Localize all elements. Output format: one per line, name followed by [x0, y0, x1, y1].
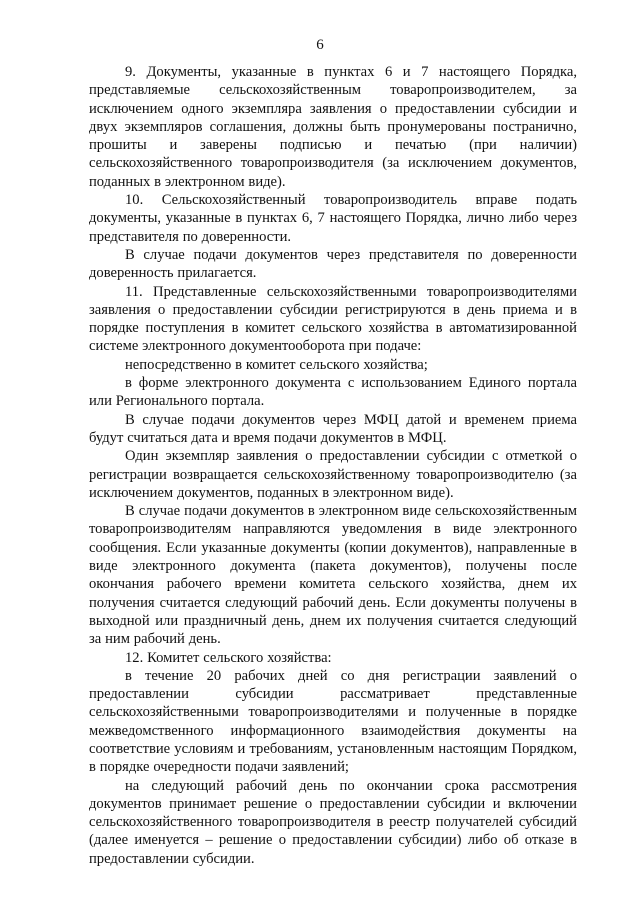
paragraph-registration-copy: Один экземпляр заявления о предоставлении субсидии с отметкой о регистрации возвращается сельскохозяйственному товаропроизводителю (за исключением документов, поданных в электронном виде).: [89, 448, 577, 501]
paragraph-12: 12. Комитет сельского хозяйства:: [125, 649, 332, 666]
paragraph-direct-submission: непосредственно в комитет сельского хозяйства;: [125, 356, 428, 373]
page-number: 6: [316, 37, 324, 53]
paragraph-decision: на следующий рабочий день по окончании срока рассмотрения документов принимает решение о предоставлении субсидии и включении сельскохозяйственного товаропроизводителя в реестр получателей субсидий (далее именуется – решение о предоставлении субсидии) либо об отказе в предоставлении субсидии.: [89, 777, 577, 867]
paragraph-11: 11. Представленные сельскохозяйственными товаропроизводителями заявления о предоставлении субсидии регистрируются в день приема и в порядке поступления в комитет сельского хозяйства в автоматизированной системе электронного документооборота при подаче:: [89, 283, 577, 355]
paragraph-9: 9. Документы, указанные в пунктах 6 и 7 настоящего Порядка, представляемые сельскохозяйственным товаропроизводителем, за исключением одного экземпляра заявления о предоставлении субсидии и двух экземпляров соглашения, должны быть пронумерованы постранично, прошиты и заверены подписью и печатью (при наличии) сельскохозяйственного товаропроизводителя (за исключением документов, поданных в электронном виде).: [89, 64, 577, 190]
paragraph-electronic-notifications: В случае подачи документов в электронном виде сельскохозяйственным товаропроизводителям направляются уведомления в виде электронного сообщения. Если указанные документы (копии документов), направленные в виде электронного документа (пакета документов), получены после окончания рабочего времени комитета сельского хозяйства, днем их получения считается следующий рабочий день. Если документы получены в выходной или праздничный день, днем их получения считается следующий за ним рабочий день.: [89, 503, 577, 648]
paragraph-power-of-attorney: В случае подачи документов через представителя по доверенности доверенность прилагается.: [89, 246, 577, 282]
paragraph-review-period: в течение 20 рабочих дней со дня регистрации заявлений о предоставлении субсидии рассматривает представленные сельскохозяйственными товаропроизводителями и полученные в порядке межведомственного информационного взаимодействия документы на соответствие условиям и требованиям, установленным настоящим Порядком, в порядке очередности подачи заявлений;: [89, 667, 577, 776]
paragraph-10: 10. Сельскохозяйственный товаропроизводитель вправе подать документы, указанные в пунктах 6, 7 настоящего Порядка, лично либо через представителя по доверенности.: [89, 192, 577, 245]
document-body: [89, 63, 577, 868]
paragraph-electronic-form: в форме электронного документа с использованием Единого портала или Регионального портала.: [89, 375, 577, 410]
paragraph-mfc-submission: В случае подачи документов через МФЦ датой и временем приема будут считаться дата и время подачи документов в МФЦ.: [89, 411, 577, 446]
